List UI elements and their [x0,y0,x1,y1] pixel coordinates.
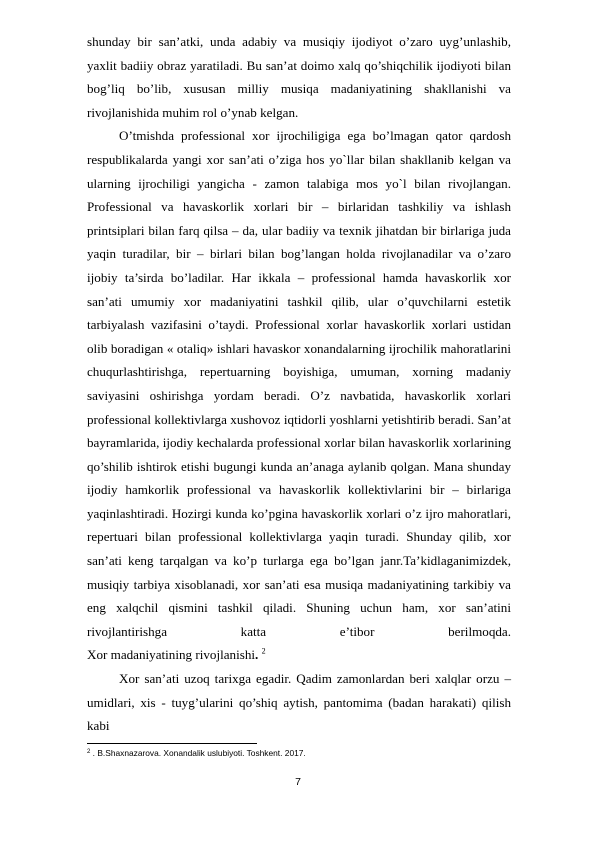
footnote-marker: 2 [87,749,91,755]
footnote-reference[interactable]: 2 [261,647,266,657]
section-heading-punct: . [255,647,259,663]
page-number: 7 [295,776,301,788]
paragraph-2: O’tmishda professional xor ijrochiligiga ega bo’lmagan qator qardosh respublikalarda yangi xor san’ati o’ziga hos yo`llar bilan shakllanib kelgan va ularning ijrochiligi yangicha - zamon talabiga mos yo`l bilan rivojlangan. Professional va havaskorlik xorlari bir – birlaridan tashkiliy va ishlash printsiplari bilan farq qilsa – da, ular badiiy va texnik jihatdan bir birlariga juda yaqin turadilar, bir – birlari bilan bog’langan holda rivojlanadilar va o’zaro ijobiy ta’sirda bo’ladilar. Har ikkala – professional hamda havaskorlik xor san’ati umumiy xor madaniyatini tashkil qilib, ular o’quvchilarni estetik tarbiyalash vazifasini o’taydi. Professional xorlar havaskorlik xorlari ustidan olib boradigan « otaliq» ishlari havaskor xonandalarning ijrochilik mahoratlarini chuqurlashtirishga, repertuarning boyishiga, umuman, xorning madaniy saviyasini oshirishga yordam beradi. O’z navbatida, havaskorlik xorlari professional kollektivlarga xushovoz iqtidorli yoshlarni yetishtirib beradi. San’at bayramlarida, ijodiy kechalarda professional xorlar bilan havaskorlik xorlarining qo’shilib ishtirok etishi bugungi kunda an’anaga aylanib qolgan. Mana shunday ijodiy hamkorlik professional va havaskorlik kollektivlarini bir – birlariga yaqinlashtiradi. Hozirgi kunda ko’pgina havaskorlik xorlari o’z ijro mahoratlari, repertuari bilan professional kollektivlarga yaqin turadi. Shunday qilib, xor san’ati keng tarqalgan va ko’p turlarga ega bo’lgan janr.Ta’kidlaganimizdek, musiqiy tarbiya xisoblanadi, xor san’ati esa musiqa madaniyatining tarkibiy va eng xalqchil qismini tashkil qiladi. Shuning uchun ham, xor san’atini rivojlantirishga katta e’tibor berilmoqda. [87,128,511,639]
paragraph-1: shunday bir san’atki, unda adabiy va musiqiy ijodiyot o’zaro uyg’unlashib, yaxlit badiiy obraz yaratiladi. Bu san’at doimo xalq qo’shiqchilik ijodiyoti bilan bog’liq bo’lib, xususan milliy musiqa madaniyatining shakllanishi va rivojlanishida muhim rol o’ynab kelgan. [87,34,511,120]
section-heading-line [87,643,511,667]
footnote [87,747,511,759]
footnote-text: . B.Shaxnazarova. Xonandalik uslubiyoti. Toshkent. 2017. [90,748,306,758]
section-heading: Xor madaniyatining rivojlanishi [87,647,256,663]
body-text [87,30,511,738]
footnote-separator [87,743,257,744]
paragraph-3: Xor san’ati uzoq tarixga egadir. Qadim zamonlardan beri xalqlar orzu – umidlari, xis - tuyg’ularini qo’shiq aytish, pantomima (badan harakati) qilish kabi [87,671,511,734]
